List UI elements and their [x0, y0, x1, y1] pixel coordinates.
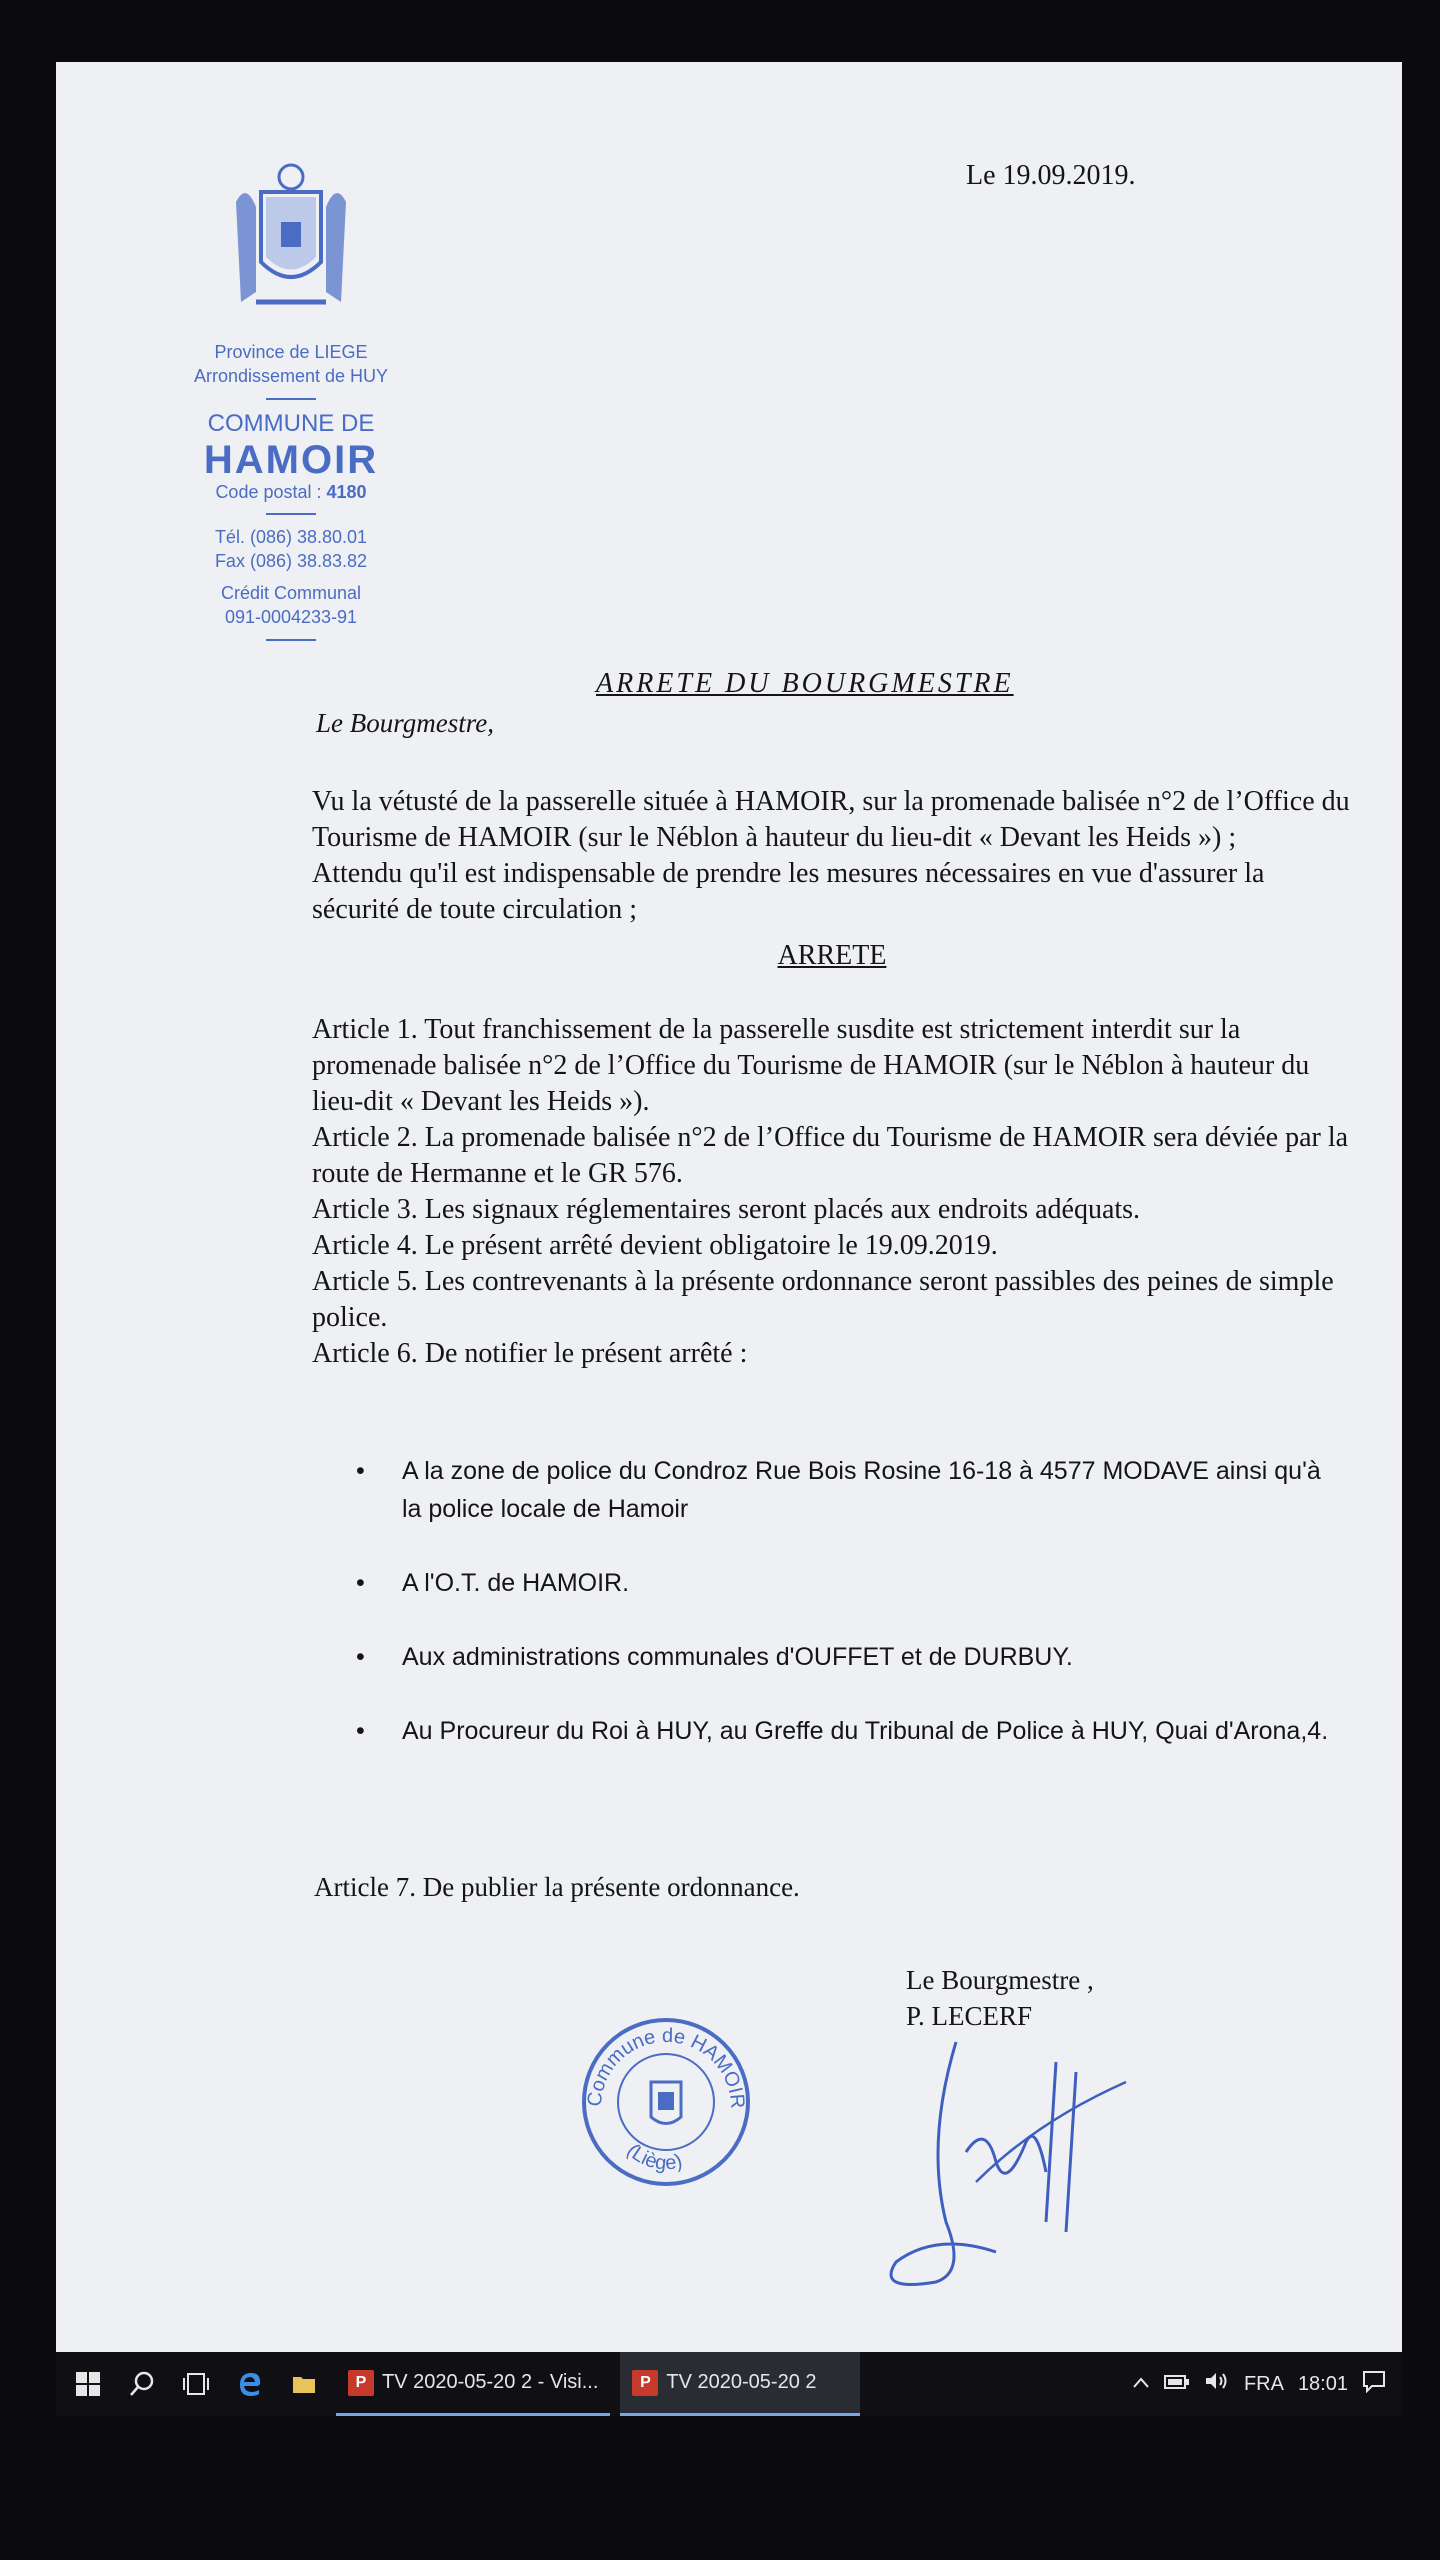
- handwritten-signature: [836, 2022, 1136, 2302]
- postal-code-line: [176, 482, 406, 503]
- signatory-title: Le Bourgmestre ,: [906, 1965, 1094, 1995]
- document-date: Le 19.09.2019.: [966, 160, 1136, 191]
- clock[interactable]: 18:01: [1297, 2372, 1348, 2395]
- screen: [56, 62, 1402, 2352]
- list-item-text: Aux administrations communales d'OUFFET et de DURBUY.: [402, 1643, 1073, 1671]
- powerpoint-icon: P: [348, 2370, 374, 2396]
- list-item: [356, 1564, 1336, 1602]
- seal-text: (Liège): [622, 2139, 685, 2175]
- svg-text:(Liège): [622, 2140, 684, 2175]
- document-page: [56, 62, 1402, 2352]
- article-5: Article 5. Les contrevenants à la présente ordonnance seront passibles des peines de simple police.: [312, 1266, 1334, 1333]
- municipal-seal-stamp: [576, 2012, 756, 2192]
- search-icon[interactable]: [120, 2362, 164, 2406]
- arrondissement-label: Arrondissement de HUY: [193, 366, 389, 386]
- list-item: [356, 1712, 1336, 1750]
- salutation: Le Bourgmestre,: [316, 708, 494, 738]
- phone-number: Tél. (086) 38.80.01: [214, 527, 368, 547]
- credit-label: Crédit Communal: [220, 583, 362, 603]
- taskbar: [56, 2352, 1402, 2416]
- edge-icon[interactable]: [228, 2362, 272, 2406]
- powerpoint-icon: P: [632, 2370, 658, 2396]
- file-explorer-icon[interactable]: [282, 2362, 326, 2406]
- coat-of-arms-logo: [226, 152, 356, 322]
- taskbar-app-label: TV 2020-05-20 2 - Visi...: [382, 2371, 599, 2393]
- bullet: •: [356, 1643, 365, 1671]
- article-4: Article 4. Le présent arrêté devient obligatoire le 19.09.2019.: [312, 1230, 998, 1261]
- taskbar-app-label: TV 2020-05-20 2: [666, 2371, 817, 2393]
- list-item: [356, 1638, 1336, 1676]
- commune-name: HAMOIR: [203, 438, 379, 482]
- document-title: ARRETE DU BOURGMESTRE: [596, 668, 1014, 699]
- chevron-up-icon[interactable]: [1132, 2373, 1150, 2396]
- seal-text: Commune de HAMOIR: [583, 2024, 749, 2110]
- postal-code-label: Code postal :: [215, 482, 327, 502]
- article-6: Article 6. De notifier le présent arrêté :: [312, 1338, 748, 1369]
- preamble-paragraph: Attendu qu'il est indispensable de prendre les mesures nécessaires en vue d'assurer la sécurité de toute circulation ;: [312, 858, 1265, 925]
- document-body: [312, 784, 1352, 1372]
- taskbar-app-powerpoint[interactable]: [620, 2352, 860, 2416]
- list-item-text: A la zone de police du Condroz Rue Bois Rosine 16-18 à 4577 MODAVE ainsi qu'à la police locale de Hamoir: [402, 1457, 1321, 1523]
- battery-icon[interactable]: [1164, 2373, 1190, 2396]
- list-item: [356, 1452, 1336, 1528]
- province-label: Province de LIEGE: [214, 342, 368, 362]
- language-indicator[interactable]: FRA: [1243, 2372, 1284, 2395]
- article-2: Article 2. La promenade balisée n°2 de l’Office du Tourisme de HAMOIR sera déviée par la route de Hermanne et le GR 576.: [312, 1122, 1349, 1189]
- credit-account: 091-0004233-91: [224, 607, 358, 627]
- decree-heading: ARRETE: [777, 940, 887, 971]
- notification-icon[interactable]: [1362, 2369, 1386, 2399]
- taskbar-app-powerpoint-viewer[interactable]: [336, 2352, 610, 2416]
- letterhead: [176, 152, 406, 651]
- system-tray: [1132, 2369, 1402, 2399]
- article-1: Article 1. Tout franchissement de la passerelle susdite est strictement interdit sur la promenade balisée n°2 de l’Office du Tourisme de HAMOIR (sur le Néblon à hauteur du lieu-dit « Devant les Heids »).: [312, 1014, 1310, 1117]
- preamble-paragraph: Vu la vétusté de la passerelle située à HAMOIR, sur la promenade balisée n°2 de l’Office du Tourisme de HAMOIR (sur le Néblon à hauteur du lieu-dit « Devant les Heids ») ;: [312, 786, 1350, 853]
- windows-start-icon[interactable]: [66, 2362, 110, 2406]
- notify-list: [356, 1452, 1336, 1786]
- postal-code-value: 4180: [326, 482, 367, 502]
- bullet: •: [356, 1569, 365, 1597]
- task-view-icon[interactable]: [174, 2362, 218, 2406]
- fax-number: Fax (086) 38.83.82: [214, 551, 368, 571]
- bullet: •: [356, 1457, 365, 1485]
- divider: [266, 513, 316, 515]
- list-item-text: A l'O.T. de HAMOIR.: [402, 1569, 630, 1597]
- article-7: Article 7. De publier la présente ordonnance.: [314, 1872, 800, 1902]
- divider: [266, 398, 316, 400]
- list-item-text: Au Procureur du Roi à HUY, au Greffe du Tribunal de Police à HUY, Quai d'Arona,4.: [402, 1717, 1329, 1745]
- commune-de-label: COMMUNE DE: [207, 410, 375, 437]
- volume-icon[interactable]: [1204, 2371, 1230, 2397]
- article-3: Article 3. Les signaux réglementaires seront placés aux endroits adéquats.: [312, 1194, 1141, 1225]
- signatory-name: P. LECERF: [906, 2001, 1033, 2031]
- bullet: •: [356, 1717, 365, 1745]
- divider: [266, 639, 316, 641]
